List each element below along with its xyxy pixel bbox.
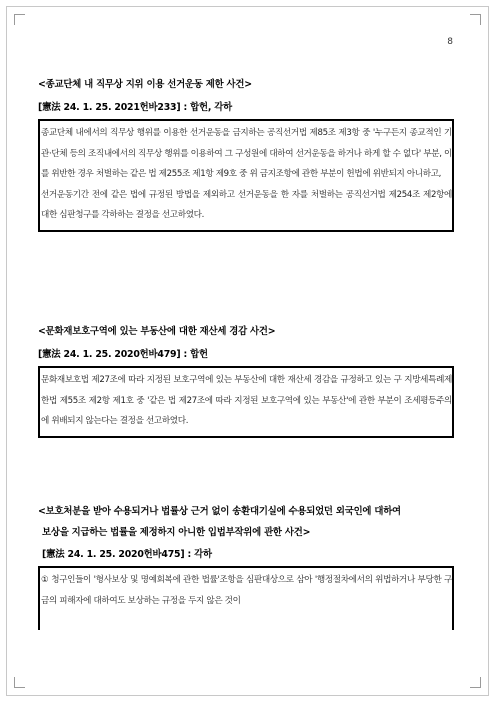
case-summary-box xyxy=(38,366,454,438)
corner-mark-bottom-left xyxy=(14,677,25,688)
case-summary-paragraph: ① 청구인들이 '형사보상 및 명예회복에 관한 법률'조항을 심판대상으로 삼아 '행정절차에서의 위법하거나 부당한 구금의 피해자에 대하여도 보상하는 규정을 두지 않은 것이 xyxy=(41,575,452,606)
case-summary-box xyxy=(38,566,454,630)
case-section-religious-election xyxy=(38,78,454,232)
case-heading: <문화재보호구역에 있는 부동산에 대한 재산세 경감 사건> xyxy=(38,326,276,337)
case-citation: [憲法 24. 1. 25. 2020헌바475] : 각하 xyxy=(42,549,212,560)
case-summary-paragraph: 종교단체 내에서의 직무상 행위를 이용한 선거운동을 금지하는 공직선거법 제85조 제3항 중 '누구든지 종교적인 기관·단체 등의 조직내에서의 직무상 행위를 이용하여 그 구성원에 대하여 선거운동을 하거나 하게 할 수 없다' 부분, 이를 위반한 경우 처벌하는 같은 법 제255조 제1항 제9호 중 위 금지조항에 관한 부분이 헌법에 위반되지 아니하고, xyxy=(41,128,452,179)
case-citation: [憲法 24. 1. 25. 2021헌바233] : 합헌, 각하 xyxy=(38,102,232,113)
corner-mark-top-left xyxy=(14,14,25,25)
case-heading: <보호처분을 받아 수용되거나 법률상 근거 없이 송환대기실에 수용되었던 외국인에 대하여 xyxy=(38,506,401,517)
case-citation: [憲法 24. 1. 25. 2020헌바479] : 합헌 xyxy=(38,349,208,360)
corner-mark-top-right xyxy=(470,14,481,25)
case-summary-paragraph: 선거운동기간 전에 같은 법에 규정된 방법을 제외하고 선거운동을 한 자를 처벌하는 공직선거법 제254조 제2항에 대한 심판청구를 각하하는 결정을 선고하였다. xyxy=(41,189,452,220)
case-summary-box xyxy=(38,119,454,232)
case-heading-line2: 보상을 지급하는 법률을 제정하지 아니한 입법부작위에 관한 사건> xyxy=(42,527,311,538)
case-section-heritage-property-tax xyxy=(38,325,454,438)
case-section-foreigner-detention-compensation xyxy=(38,505,454,630)
case-heading: <종교단체 내 직무상 지위 이용 선거운동 제한 사건> xyxy=(38,79,252,90)
page-number: 8 xyxy=(447,37,453,47)
case-summary-paragraph: 문화재보호법 제27조에 따라 지정된 보호구역에 있는 부동산에 대한 재산세 경감을 규정하고 있는 구 지방세특례제한법 제55조 제2항 제1호 중 '같은 법 제27조에 따라 지정된 보호구역에 있는 부동산'에 관한 부분이 조세평등주의에 위배되지 않는다는 결정을 선고하였다. xyxy=(41,375,452,426)
corner-mark-bottom-right xyxy=(470,677,481,688)
